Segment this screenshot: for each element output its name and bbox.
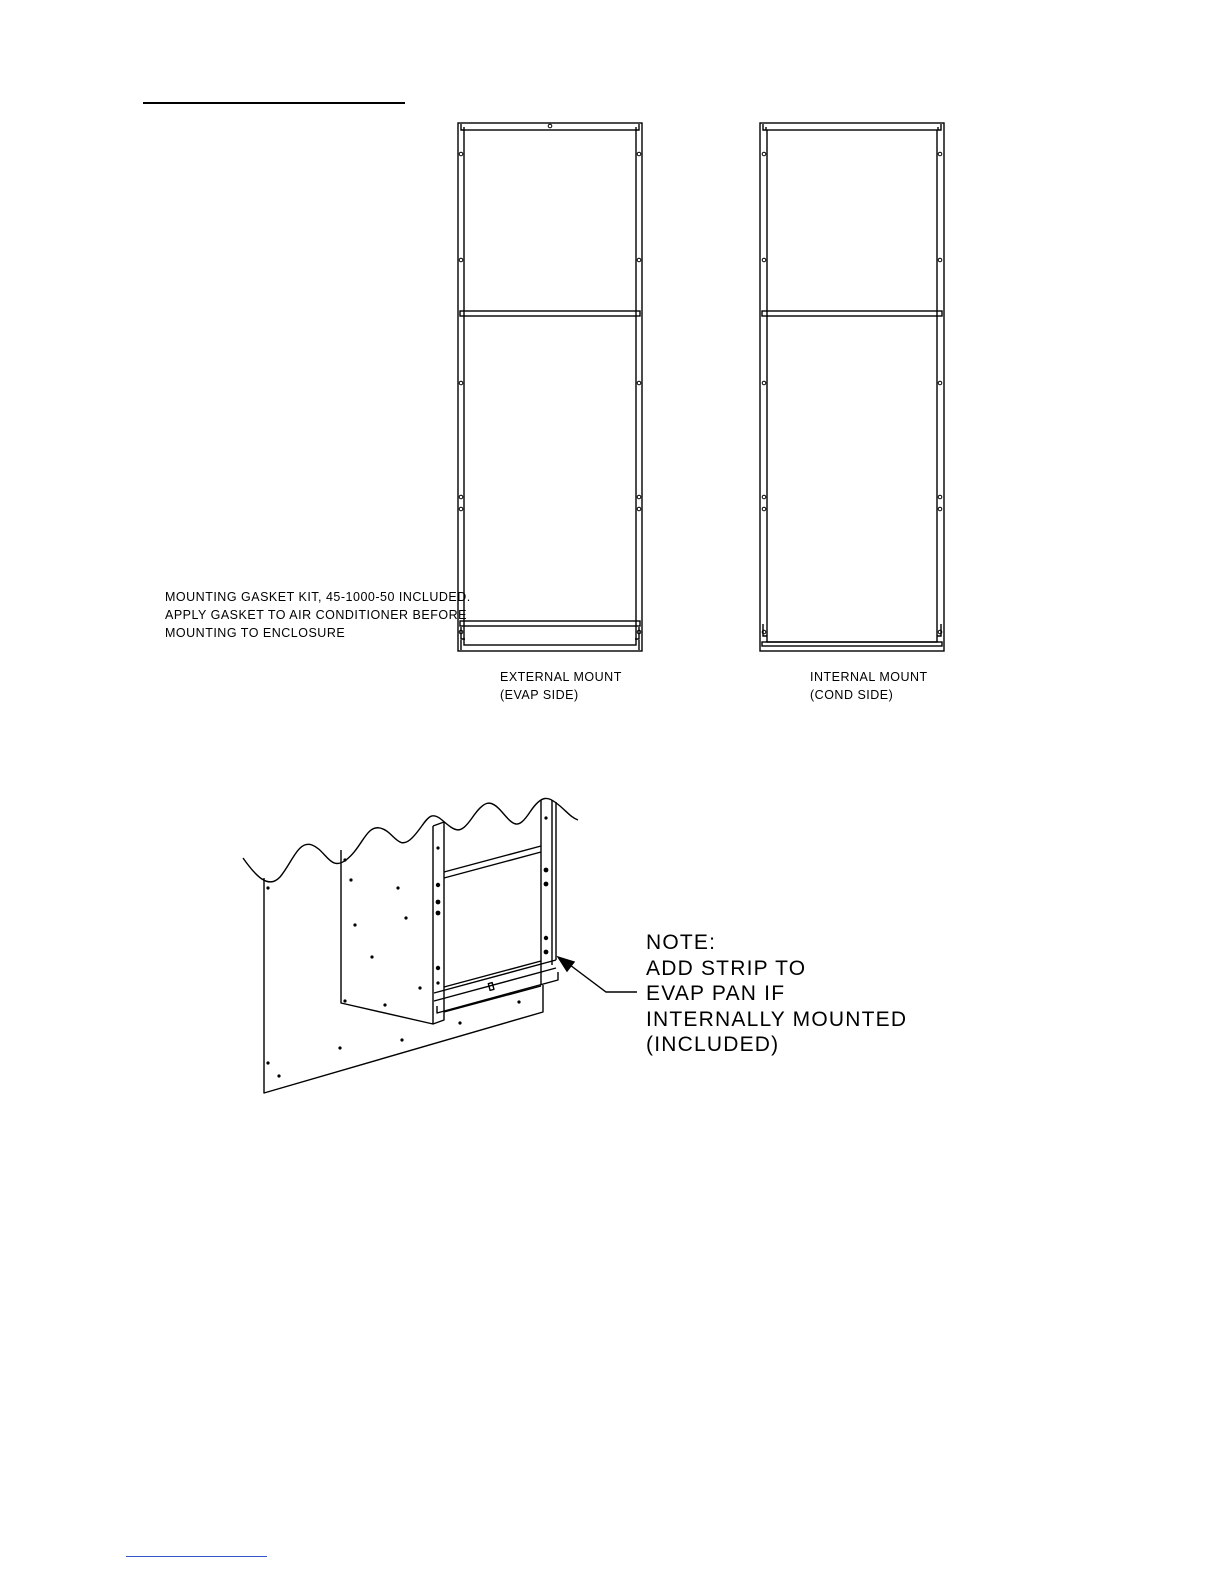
gasket-note-line-1: MOUNTING GASKET KIT, 45-1000-50 INCLUDED. [165,590,471,604]
gasket-note-line-2: APPLY GASKET TO AIR CONDITIONER BEFORE [165,608,467,622]
strip-note-line-3: EVAP PAN IF [646,982,786,1005]
strip-note-line-5: (INCLUDED) [646,1033,780,1056]
external-mount-line-1: EXTERNAL MOUNT [500,670,622,684]
strip-note [646,930,907,1058]
isometric-assembly [243,798,578,1093]
external-mount-label [500,668,622,704]
gasket-note-line-3: MOUNTING TO ENCLOSURE [165,626,346,640]
strip-note-line-1: NOTE: [646,931,717,954]
external-mount-gasket-frame [458,123,642,651]
footer-rule [126,1556,267,1557]
internal-mount-label [810,668,928,704]
internal-mount-holes [762,152,942,634]
strip-note-line-2: ADD STRIP TO [646,956,807,980]
strip-leader-arrow [558,957,637,992]
internal-mount-gasket-frame [760,123,944,651]
gasket-kit-note [165,588,471,642]
external-mount-holes [459,124,641,634]
internal-mount-line-1: INTERNAL MOUNT [810,670,928,684]
strip-note-line-4: INTERNALLY MOUNTED [646,1007,908,1031]
internal-mount-line-2: (COND SIDE) [810,688,894,702]
external-mount-line-2: (EVAP SIDE) [500,688,579,702]
